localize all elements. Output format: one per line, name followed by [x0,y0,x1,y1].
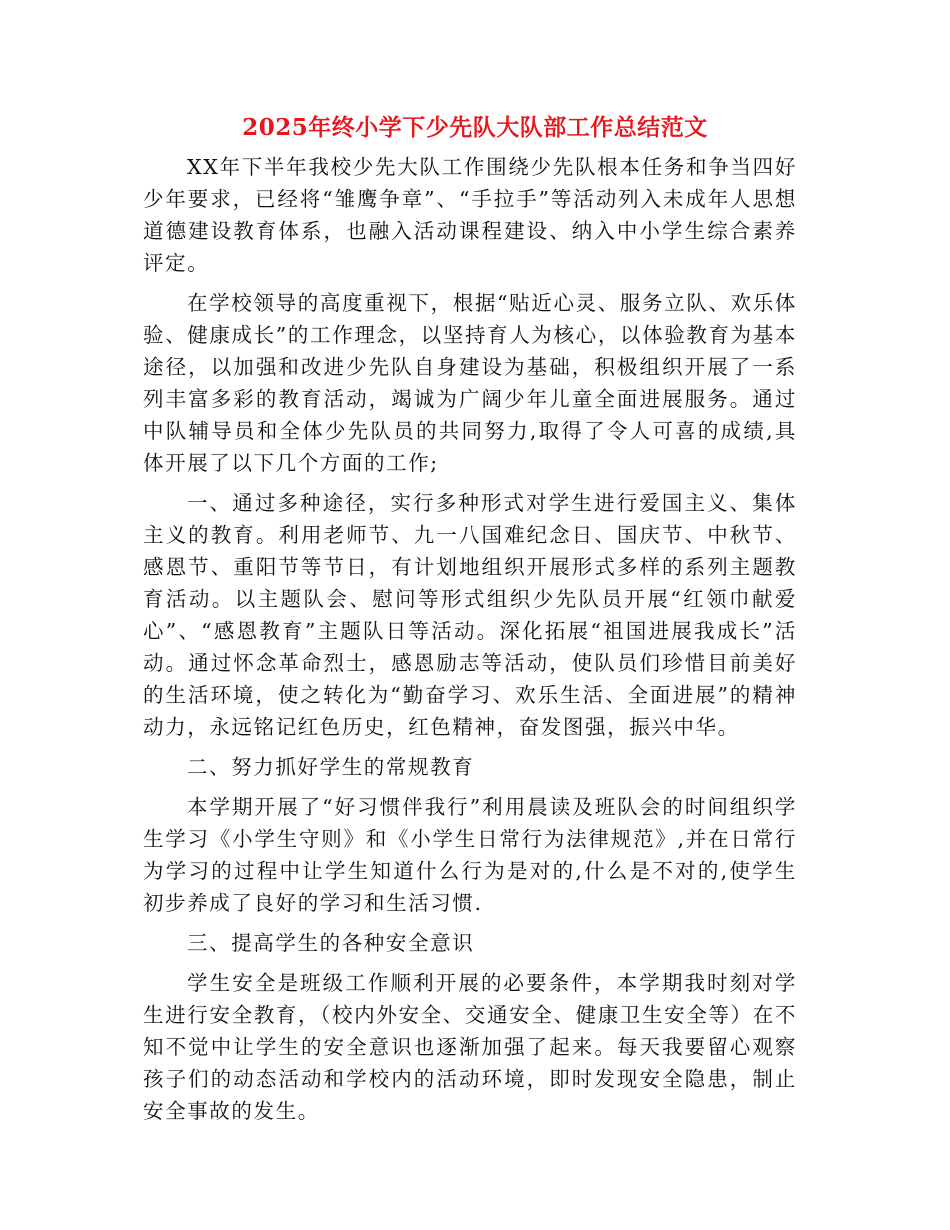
paragraph-section-3: 学生安全是班级工作顺利开展的必要条件，本学期我时刻对学生进行安全教育，（校内外安全、交通安全、健康卫生安全等）在不知不觉中让学生的安全意识也逐渐加强了起来。每天我要留心观察孩子们的动态活动和学校内的活动环境，即时发现安全隐患，制止安全事故的发生。 [143,971,797,1123]
document-title: 2025年终小学下少先队大队部工作总结范文 [242,114,708,141]
paragraph-overview: 在学校领导的高度重视下，根据“贴近心灵、服务立队、欢乐体验、健康成长”的工作理念，以坚持育人为核心，以体验教育为基本途径，以加强和改进少先队自身建设为基础，积极组织开展了一系列丰富多彩的教育活动，竭诚为广阔少年儿童全面进展服务。通过中队辅导员和全体少先队员的共同努力,取得了令人可喜的成绩,具体开展了以下几个方面的工作; [143,291,797,475]
paragraph-intro: XX年下半年我校少先大队工作围绕少先队根本任务和争当四好少年要求，已经将“雏鹰争章”、“手拉手”等活动列入未成年人思想道德建设教育体系，也融入活动课程建设、纳入中小学生综合素养评定。 [143,155,797,275]
paragraph-section-1: 一、通过多种途径，实行多种形式对学生进行爱国主义、集体主义的教育。利用老师节、九一八国难纪念日、国庆节、中秋节、感恩节、重阳节等节日，有计划地组织开展形式多样的系列主题教育活动。以主题队会、慰问等形式组织少先队员开展“红领巾献爱心”、“感恩教育”主题队日等活动。深化拓展“祖国进展我成长”活动。通过怀念革命烈士，感恩励志等活动，使队员们珍惜目前美好的生活环境，使之转化为“勤奋学习、欢乐生活、全面进展”的精神动力，永远铭记红色历史，红色精神，奋发图强，振兴中华。 [143,491,797,739]
section-heading-3: 三、提高学生的各种安全意识 [187,931,475,955]
document-body [143,151,797,1135]
paragraph-section-2: 本学期开展了“好习惯伴我行”利用晨读及班队会的时间组织学生学习《小学生守则》和《小学生日常行为法律规范》,并在日常行为学习的过程中让学生知道什么行为是对的,什么是不对的,使学生初步养成了良好的学习和生活习惯. [143,795,797,915]
section-heading-2: 二、努力抓好学生的常规教育 [187,755,475,779]
